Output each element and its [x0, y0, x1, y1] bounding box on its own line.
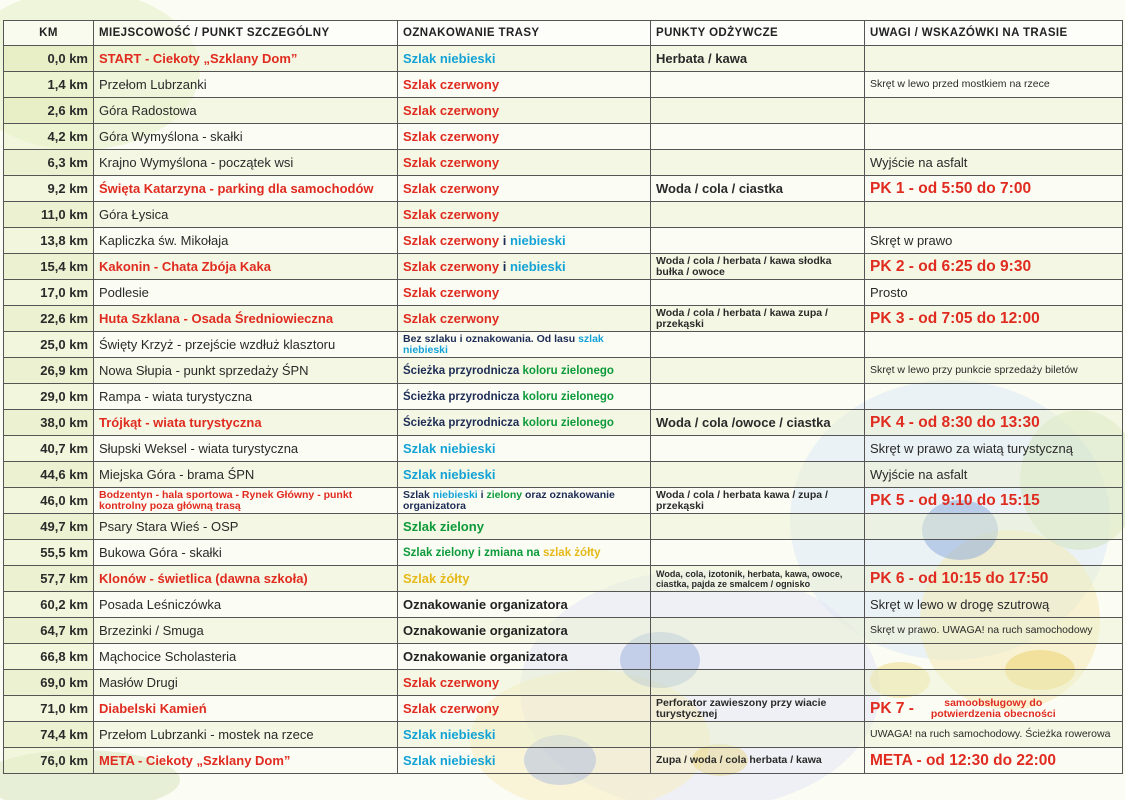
- marking-segment: niebieski: [432, 488, 478, 501]
- place-cell: Diabelski Kamień: [94, 696, 398, 722]
- km-cell: 9,2 km: [4, 176, 94, 202]
- food-cell: [651, 228, 865, 254]
- km-cell: 13,8 km: [4, 228, 94, 254]
- marking-segment: i: [477, 488, 487, 501]
- marking-segment: szlak żółty: [542, 546, 601, 559]
- notes-cell: [865, 410, 1123, 436]
- table-row: [4, 410, 1123, 436]
- place-cell: Przełom Lubrzanki: [94, 72, 398, 98]
- marking-cell: [398, 384, 651, 410]
- marking-segment: niebieski: [509, 233, 566, 248]
- km-cell: 25,0 km: [4, 332, 94, 358]
- notes-cell: [865, 202, 1123, 228]
- marking-cell: [398, 306, 651, 332]
- marking-segment: Oznakowanie organizatora: [403, 597, 568, 612]
- km-cell: 26,9 km: [4, 358, 94, 384]
- notes-text: Skręt w lewo przy punkcie sprzedaży biletów: [870, 364, 1078, 377]
- notes-cell: [865, 46, 1123, 72]
- marking-segment: koloru zielonego: [522, 416, 614, 429]
- food-cell: Woda / cola / herbata / kawa zupa / przekąski: [651, 306, 865, 332]
- table-row: [4, 332, 1123, 358]
- notes-text: PK 5 - od 9:10 do 15:15: [870, 491, 1040, 509]
- place-cell: Podlesie: [94, 280, 398, 306]
- table-row: [4, 384, 1123, 410]
- place-cell: Psary Stara Wieś - OSP: [94, 514, 398, 540]
- km-cell: 69,0 km: [4, 670, 94, 696]
- table-row: [4, 670, 1123, 696]
- food-cell: [651, 150, 865, 176]
- place-cell: Rampa - wiata turystyczna: [94, 384, 398, 410]
- marking-cell: [398, 124, 651, 150]
- place-cell: START - Ciekoty „Szklany Dom”: [94, 46, 398, 72]
- place-cell: Święty Krzyż - przejście wzdłuż klasztoru: [94, 332, 398, 358]
- km-cell: 2,6 km: [4, 98, 94, 124]
- notes-subtext: samoobsługowy do potwierdzenia obecności: [930, 696, 1056, 720]
- header-food: PUNKTY ODŻYWCZE: [651, 21, 865, 46]
- header-marking: OZNAKOWANIE TRASY: [398, 21, 651, 46]
- notes-cell: [865, 488, 1123, 514]
- table-row: [4, 358, 1123, 384]
- marking-segment: Szlak żółty: [403, 571, 470, 586]
- marking-cell: [398, 72, 651, 98]
- table-row: [4, 306, 1123, 332]
- place-cell: Święta Katarzyna - parking dla samochodów: [94, 176, 398, 202]
- food-cell: [651, 540, 865, 566]
- km-cell: 15,4 km: [4, 254, 94, 280]
- notes-cell: [865, 124, 1123, 150]
- notes-cell: [865, 72, 1123, 98]
- notes-text: UWAGA! na ruch samochodowy. Ścieżka rowerowa: [870, 728, 1111, 741]
- header-notes: UWAGI / WSKAZÓWKI NA TRASIE: [865, 21, 1123, 46]
- marking-segment: Szlak czerwony: [403, 311, 500, 326]
- place-cell: Klonów - świetlica (dawna szkoła): [94, 566, 398, 592]
- marking-segment: Szlak zielony: [403, 519, 484, 534]
- food-cell: [651, 722, 865, 748]
- food-cell: [651, 670, 865, 696]
- marking-segment: Szlak czerwony: [403, 233, 500, 248]
- table-row: [4, 644, 1123, 670]
- marking-cell: [398, 228, 651, 254]
- food-cell: [651, 72, 865, 98]
- notes-text: PK 6 - od 10:15 do 17:50: [870, 569, 1049, 587]
- notes-cell: [865, 592, 1123, 618]
- marking-cell: [398, 748, 651, 774]
- place-cell: Góra Wymyślona - skałki: [94, 124, 398, 150]
- marking-cell: [398, 592, 651, 618]
- notes-cell: [865, 618, 1123, 644]
- marking-segment: Szlak czerwony: [403, 181, 500, 196]
- table-row: [4, 618, 1123, 644]
- marking-segment: Szlak czerwony: [403, 259, 500, 274]
- table-row: [4, 72, 1123, 98]
- km-cell: 29,0 km: [4, 384, 94, 410]
- notes-cell: [865, 670, 1123, 696]
- food-cell: [651, 124, 865, 150]
- km-cell: 64,7 km: [4, 618, 94, 644]
- food-cell: Woda / cola / ciastka: [651, 176, 865, 202]
- notes-cell: [865, 722, 1123, 748]
- km-cell: 76,0 km: [4, 748, 94, 774]
- food-cell: [651, 98, 865, 124]
- food-cell: [651, 384, 865, 410]
- place-cell: Trójkąt - wiata turystyczna: [94, 410, 398, 436]
- notes-cell: [865, 384, 1123, 410]
- table-row: [4, 566, 1123, 592]
- marking-segment: Od lasu: [536, 332, 579, 345]
- marking-segment: Szlak czerwony: [403, 675, 500, 690]
- marking-cell: [398, 332, 651, 358]
- km-cell: 38,0 km: [4, 410, 94, 436]
- table-row: [4, 748, 1123, 774]
- food-cell: [651, 644, 865, 670]
- km-cell: 6,3 km: [4, 150, 94, 176]
- marking-cell: [398, 358, 651, 384]
- notes-text: Skręt w prawo za wiatą turystyczną: [870, 441, 1074, 456]
- header-km: KM: [4, 21, 94, 46]
- km-cell: 60,2 km: [4, 592, 94, 618]
- table-row: [4, 722, 1123, 748]
- food-cell: Perforator zawieszony przy wiacie turystycznej: [651, 696, 865, 722]
- marking-segment: Szlak: [403, 488, 433, 501]
- km-cell: 4,2 km: [4, 124, 94, 150]
- place-cell: Przełom Lubrzanki - mostek na rzece: [94, 722, 398, 748]
- table-row: [4, 540, 1123, 566]
- notes-cell: [865, 566, 1123, 592]
- table-row: [4, 696, 1123, 722]
- place-cell: Bukowa Góra - skałki: [94, 540, 398, 566]
- place-cell: Kapliczka św. Mikołaja: [94, 228, 398, 254]
- notes-text: PK 3 - od 7:05 do 12:00: [870, 309, 1040, 327]
- route-rows: [4, 46, 1123, 774]
- table-row: [4, 436, 1123, 462]
- km-cell: 0,0 km: [4, 46, 94, 72]
- notes-cell: [865, 436, 1123, 462]
- notes-cell: [865, 358, 1123, 384]
- notes-cell: [865, 514, 1123, 540]
- marking-segment: koloru zielonego: [522, 364, 614, 377]
- table-row: [4, 46, 1123, 72]
- marking-cell: [398, 98, 651, 124]
- km-cell: 40,7 km: [4, 436, 94, 462]
- table-row: [4, 462, 1123, 488]
- marking-cell: [398, 488, 651, 514]
- table-row: [4, 176, 1123, 202]
- marking-cell: [398, 280, 651, 306]
- marking-segment: Bez szlaku i oznakowania.: [403, 332, 537, 345]
- table-row: [4, 228, 1123, 254]
- marking-cell: [398, 566, 651, 592]
- marking-segment: koloru zielonego: [522, 390, 614, 403]
- marking-cell: [398, 410, 651, 436]
- marking-segment: Oznakowanie organizatora: [403, 649, 568, 664]
- marking-cell: [398, 540, 651, 566]
- marking-cell: [398, 176, 651, 202]
- food-cell: Woda, cola, izotonik, herbata, kawa, owoce, ciastka, pajda ze smalcem / ognisko: [651, 566, 865, 592]
- marking-segment: Ścieżka przyrodnicza: [403, 390, 523, 403]
- km-cell: 46,0 km: [4, 488, 94, 514]
- table-row: [4, 124, 1123, 150]
- place-cell: Miejska Góra - brama ŚPN: [94, 462, 398, 488]
- marking-segment: Szlak niebieski: [403, 51, 496, 66]
- food-cell: [651, 462, 865, 488]
- marking-segment: Szlak czerwony: [403, 155, 500, 170]
- place-cell: Masłów Drugi: [94, 670, 398, 696]
- km-cell: 17,0 km: [4, 280, 94, 306]
- marking-cell: [398, 514, 651, 540]
- km-cell: 74,4 km: [4, 722, 94, 748]
- food-cell: Woda / cola /owoce / ciastka: [651, 410, 865, 436]
- notes-text: PK 7 -: [870, 699, 914, 717]
- marking-cell: [398, 46, 651, 72]
- km-cell: 1,4 km: [4, 72, 94, 98]
- notes-text: Skręt w prawo: [870, 233, 953, 248]
- notes-cell: [865, 748, 1123, 774]
- marking-segment: Ścieżka przyrodnicza: [403, 416, 523, 429]
- km-cell: 44,6 km: [4, 462, 94, 488]
- marking-segment: Szlak niebieski: [403, 441, 496, 456]
- marking-cell: [398, 618, 651, 644]
- header-row: [4, 21, 1123, 46]
- marking-segment: Szlak czerwony: [403, 103, 500, 118]
- marking-cell: [398, 150, 651, 176]
- place-cell: Brzezinki / Smuga: [94, 618, 398, 644]
- marking-segment: Szlak czerwony: [403, 77, 500, 92]
- food-cell: [651, 280, 865, 306]
- marking-segment: Szlak czerwony: [403, 129, 500, 144]
- food-cell: [651, 358, 865, 384]
- marking-segment: Szlak czerwony: [403, 285, 500, 300]
- header-place: MIEJSCOWOŚĆ / PUNKT SZCZEGÓLNY: [94, 21, 398, 46]
- table-row: [4, 150, 1123, 176]
- marking-segment: zielony: [486, 488, 523, 501]
- place-cell: Mąchocice Scholasteria: [94, 644, 398, 670]
- marking-cell: [398, 436, 651, 462]
- place-cell: META - Ciekoty „Szklany Dom”: [94, 748, 398, 774]
- food-cell: [651, 618, 865, 644]
- place-cell: Góra Radostowa: [94, 98, 398, 124]
- marking-segment: szlak niebieski: [403, 332, 604, 356]
- table-row: [4, 98, 1123, 124]
- marking-segment: Szlak zielony i zmiana na: [403, 546, 543, 559]
- notes-text: PK 1 - od 5:50 do 7:00: [870, 179, 1032, 197]
- notes-cell: [865, 228, 1123, 254]
- food-cell: Herbata / kawa: [651, 46, 865, 72]
- table-row: [4, 202, 1123, 228]
- food-cell: [651, 436, 865, 462]
- notes-cell: [865, 306, 1123, 332]
- marking-segment: Ścieżka przyrodnicza: [403, 364, 523, 377]
- notes-text: Wyjście na asfalt: [870, 155, 968, 170]
- marking-segment: niebieski: [509, 259, 566, 274]
- place-cell: Posada Leśniczówka: [94, 592, 398, 618]
- table-row: [4, 488, 1123, 514]
- km-cell: 49,7 km: [4, 514, 94, 540]
- place-cell: Kakonin - Chata Zbója Kaka: [94, 254, 398, 280]
- food-cell: [651, 202, 865, 228]
- notes-cell: [865, 644, 1123, 670]
- marking-segment: Szlak niebieski: [403, 753, 496, 768]
- notes-cell: [865, 332, 1123, 358]
- marking-cell: [398, 202, 651, 228]
- marking-segment: i: [499, 233, 510, 248]
- marking-cell: [398, 696, 651, 722]
- place-cell: Bodzentyn - hala sportowa - Rynek Główny - punkt kontrolny poza główną trasą: [94, 488, 398, 514]
- table-row: [4, 592, 1123, 618]
- food-cell: [651, 592, 865, 618]
- food-cell: [651, 332, 865, 358]
- km-cell: 55,5 km: [4, 540, 94, 566]
- place-cell: Huta Szklana - Osada Średniowieczna: [94, 306, 398, 332]
- marking-segment: Oznakowanie organizatora: [403, 623, 568, 638]
- table-row: [4, 280, 1123, 306]
- marking-segment: Szlak niebieski: [403, 727, 496, 742]
- place-cell: Nowa Słupia - punkt sprzedaży ŚPN: [94, 358, 398, 384]
- food-cell: Zupa / woda / cola herbata / kawa: [651, 748, 865, 774]
- marking-segment: Szlak niebieski: [403, 467, 496, 482]
- place-cell: Góra Łysica: [94, 202, 398, 228]
- marking-segment: oraz oznakowanie organizatora: [403, 488, 615, 512]
- table-row: [4, 514, 1123, 540]
- notes-text: Skręt w lewo w drogę szutrową: [870, 597, 1050, 612]
- marking-segment: i: [499, 259, 510, 274]
- notes-cell: [865, 696, 1123, 722]
- notes-cell: [865, 254, 1123, 280]
- notes-cell: [865, 540, 1123, 566]
- route-table: [3, 20, 1123, 774]
- km-cell: 66,8 km: [4, 644, 94, 670]
- notes-text: Skręt w lewo przed mostkiem na rzece: [870, 78, 1050, 91]
- km-cell: 11,0 km: [4, 202, 94, 228]
- notes-text: META - od 12:30 do 22:00: [870, 751, 1057, 769]
- food-cell: Woda / cola / herbata / kawa słodka bułka / owoce: [651, 254, 865, 280]
- notes-cell: [865, 98, 1123, 124]
- km-cell: 71,0 km: [4, 696, 94, 722]
- notes-cell: [865, 176, 1123, 202]
- marking-cell: [398, 254, 651, 280]
- food-cell: Woda / cola / herbata kawa / zupa / przekąski: [651, 488, 865, 514]
- km-cell: 57,7 km: [4, 566, 94, 592]
- km-cell: 22,6 km: [4, 306, 94, 332]
- notes-text: PK 4 - od 8:30 do 13:30: [870, 413, 1040, 431]
- notes-text: PK 2 - od 6:25 do 9:30: [870, 257, 1032, 275]
- food-cell: [651, 514, 865, 540]
- marking-segment: Szlak czerwony: [403, 207, 500, 222]
- notes-text: Skręt w prawo. UWAGA! na ruch samochodowy: [870, 624, 1093, 637]
- marking-cell: [398, 670, 651, 696]
- marking-cell: [398, 722, 651, 748]
- marking-segment: Szlak czerwony: [403, 701, 500, 716]
- marking-cell: [398, 462, 651, 488]
- place-cell: Krajno Wymyślona - początek wsi: [94, 150, 398, 176]
- table-row: [4, 254, 1123, 280]
- marking-cell: [398, 644, 651, 670]
- notes-cell: [865, 462, 1123, 488]
- notes-text: Wyjście na asfalt: [870, 467, 968, 482]
- notes-cell: [865, 280, 1123, 306]
- notes-text: Prosto: [870, 285, 908, 300]
- place-cell: Słupski Weksel - wiata turystyczna: [94, 436, 398, 462]
- notes-cell: [865, 150, 1123, 176]
